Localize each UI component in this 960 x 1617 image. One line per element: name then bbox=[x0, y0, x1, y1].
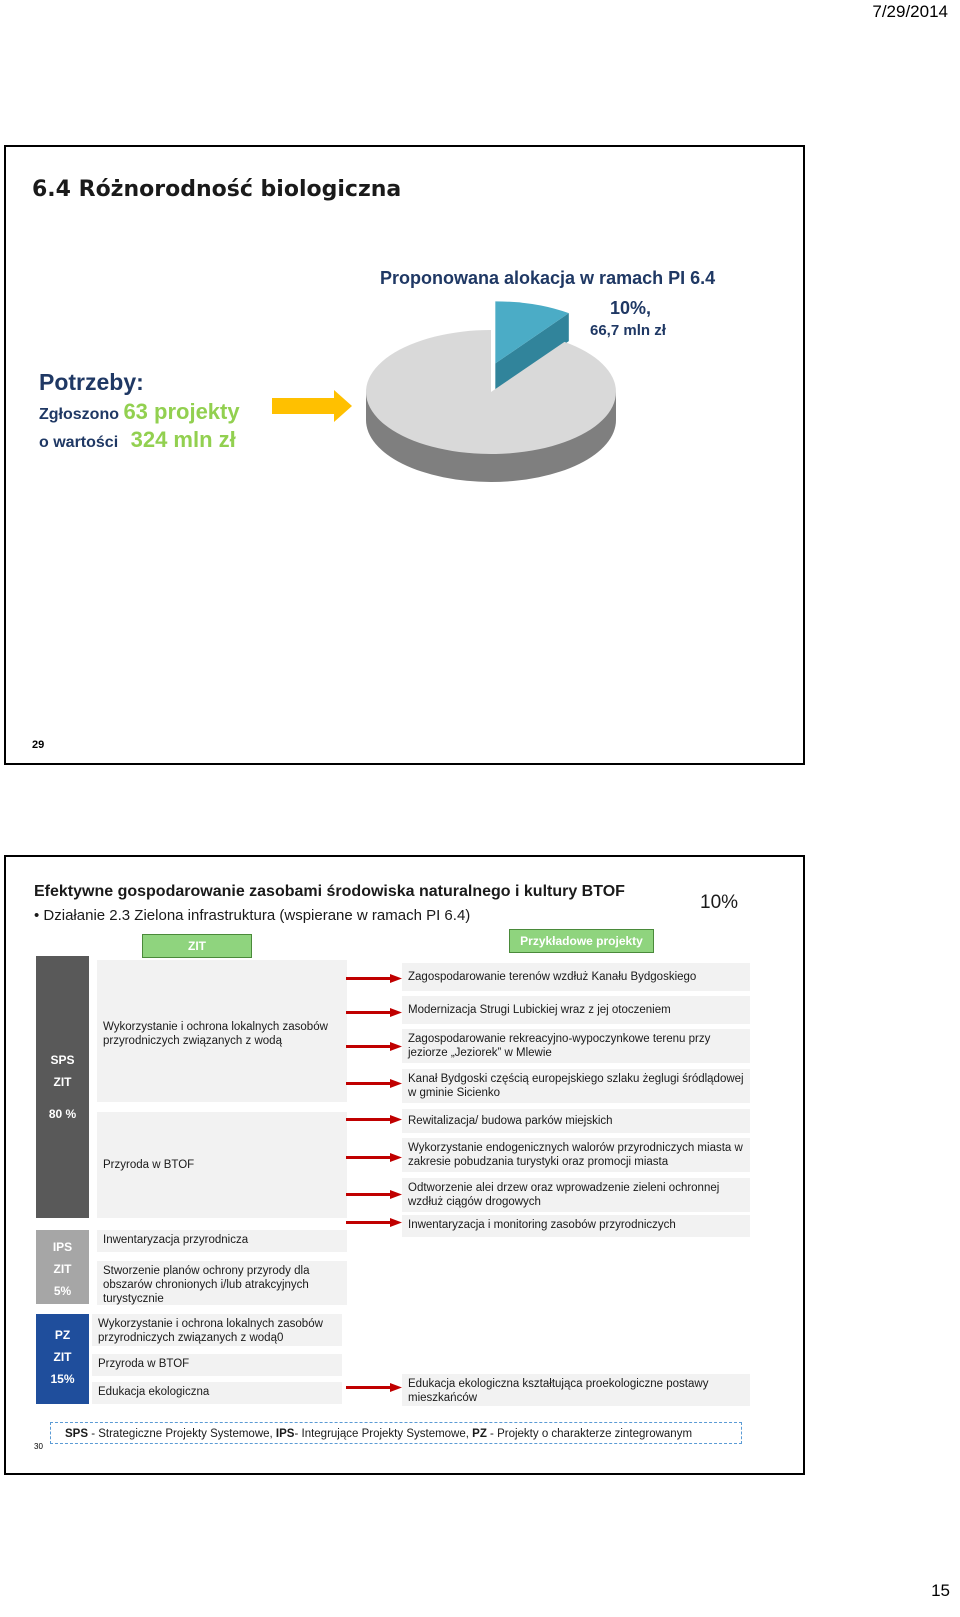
chart-title: Proponowana alokacja w ramach PI 6.4 bbox=[380, 268, 716, 288]
bullet-text: Działanie 2.3 Zielona infrastruktura (wspierane w ramach PI 6.4) bbox=[43, 907, 471, 924]
pie-slice bbox=[366, 330, 616, 454]
ips-sidebar bbox=[36, 1230, 89, 1304]
pz-item-nature: Przyroda w BTOF bbox=[92, 1354, 342, 1376]
pz-percent: 15% bbox=[50, 1372, 75, 1386]
zit-header: ZIT bbox=[142, 934, 252, 958]
slide-title: 6.4 Różnorodność biologiczna bbox=[32, 177, 402, 202]
project-item: Odtworzenie alei drzew oraz wprowadzenie zieleni ochronnej wzdłuż ciągów drogowych bbox=[402, 1178, 750, 1212]
project-item: Wykorzystanie endogenicznych walorów przyrodniczych miasta w zakresie pobudzania turystyki oraz promocji miasta bbox=[402, 1138, 750, 1172]
zit-label: ZIT bbox=[53, 1262, 72, 1276]
header-date: 7/29/2014 bbox=[872, 2, 948, 21]
project-item: Zagospodarowanie terenów wzdłuż Kanału Bydgoskiego bbox=[402, 963, 750, 991]
project-item: Zagospodarowanie rekreacyjno-wypoczynkowe terenu przy jeziorze „Jeziorek” w Mlewie bbox=[402, 1029, 750, 1063]
red-arrow-icon bbox=[346, 1190, 402, 1200]
ips-def: - Integrujące Projekty Systemowe, bbox=[294, 1428, 473, 1440]
slide-30 bbox=[4, 855, 805, 1475]
sps-abbr: SPS bbox=[65, 1428, 89, 1440]
needs-prefix: o wartości bbox=[39, 434, 119, 451]
sps-sidebar bbox=[36, 956, 89, 1218]
yellow-arrow-icon bbox=[272, 390, 360, 422]
needs-project-count: 63 projekty bbox=[123, 399, 240, 424]
sps-item-water: Wykorzystanie i ochrona lokalnych zasobów przyrodniczych związanych z wodą bbox=[97, 960, 347, 1102]
pie-label-percent: 10%, bbox=[610, 298, 652, 318]
red-arrow-icon bbox=[346, 1218, 402, 1228]
zit-label: ZIT bbox=[53, 1075, 72, 1089]
needs-value: 324 mln zł bbox=[130, 427, 236, 452]
slide-number: 29 bbox=[32, 739, 45, 751]
pz-item-water: Wykorzystanie i ochrona lokalnych zasobów przyrodniczych związanych z wodą0 bbox=[92, 1314, 342, 1346]
ips-item-inventory: Inwentaryzacja przyrodnicza bbox=[97, 1230, 347, 1252]
ips-label: IPS bbox=[52, 1240, 73, 1254]
sps-label: SPS bbox=[50, 1053, 75, 1067]
pz-def: - Projekty o charakterze zintegrowanym bbox=[486, 1428, 693, 1440]
pz-abbr: PZ bbox=[472, 1428, 487, 1440]
zit-label: ZIT bbox=[53, 1350, 72, 1364]
project-item: Inwentaryzacja i monitoring zasobów przyrodniczych bbox=[402, 1215, 750, 1237]
red-arrow-icon bbox=[346, 1153, 402, 1163]
pz-sidebar bbox=[36, 1314, 89, 1404]
projects-header: Przykładowe projekty bbox=[509, 929, 654, 953]
pie-label-amount: 66,7 mln zł bbox=[590, 322, 666, 339]
red-arrow-icon bbox=[346, 1042, 402, 1052]
needs-prefix: Zgłoszono bbox=[39, 406, 119, 423]
sps-def: - Strategiczne Projekty Systemowe, bbox=[88, 1428, 276, 1440]
red-arrow-icon bbox=[346, 974, 402, 984]
needs-line-projects bbox=[39, 399, 240, 425]
pz-label: PZ bbox=[54, 1328, 71, 1342]
project-item: Kanał Bydgoski częścią europejskiego szlaku żeglugi śródlądowej w gminie Sicienko bbox=[402, 1069, 750, 1103]
needs-title: Potrzeby: bbox=[39, 369, 144, 395]
red-arrow-icon bbox=[346, 1008, 402, 1018]
allocation-percent: 10% bbox=[700, 892, 739, 913]
ips-item-plans: Stworzenie planów ochrony przyrody dla obszarów chronionych i/lub atrakcyjnych turystycznie bbox=[97, 1261, 347, 1305]
ips-percent: 5% bbox=[53, 1284, 72, 1298]
legend-footnote bbox=[50, 1422, 742, 1444]
needs-line-value bbox=[39, 427, 236, 453]
sps-percent: 80 % bbox=[48, 1107, 77, 1121]
page-number: 15 bbox=[931, 1581, 950, 1600]
slide-title: Efektywne gospodarowanie zasobami środowiska naturalnego i kultury BTOF bbox=[34, 883, 625, 900]
pz-project-item: Edukacja ekologiczna kształtująca proekologiczne postawy mieszkańców bbox=[402, 1374, 750, 1406]
red-arrow-icon bbox=[346, 1115, 402, 1125]
pz-item-education: Edukacja ekologiczna bbox=[92, 1382, 342, 1404]
ips-abbr: IPS bbox=[275, 1428, 295, 1440]
slide-bullet: • Działanie 2.3 Zielona infrastruktura (wspierane w ramach PI 6.4) bbox=[34, 907, 471, 924]
red-arrow-icon bbox=[346, 1383, 402, 1393]
red-arrow-icon bbox=[346, 1079, 402, 1089]
project-item: Rewitalizacja/ budowa parków miejskich bbox=[402, 1109, 750, 1133]
slide-number: 30 bbox=[34, 1442, 43, 1451]
slide-29 bbox=[4, 145, 805, 765]
project-item: Modernizacja Strugi Lubickiej wraz z jej otoczeniem bbox=[402, 996, 750, 1024]
sps-item-nature: Przyroda w BTOF bbox=[97, 1112, 347, 1218]
